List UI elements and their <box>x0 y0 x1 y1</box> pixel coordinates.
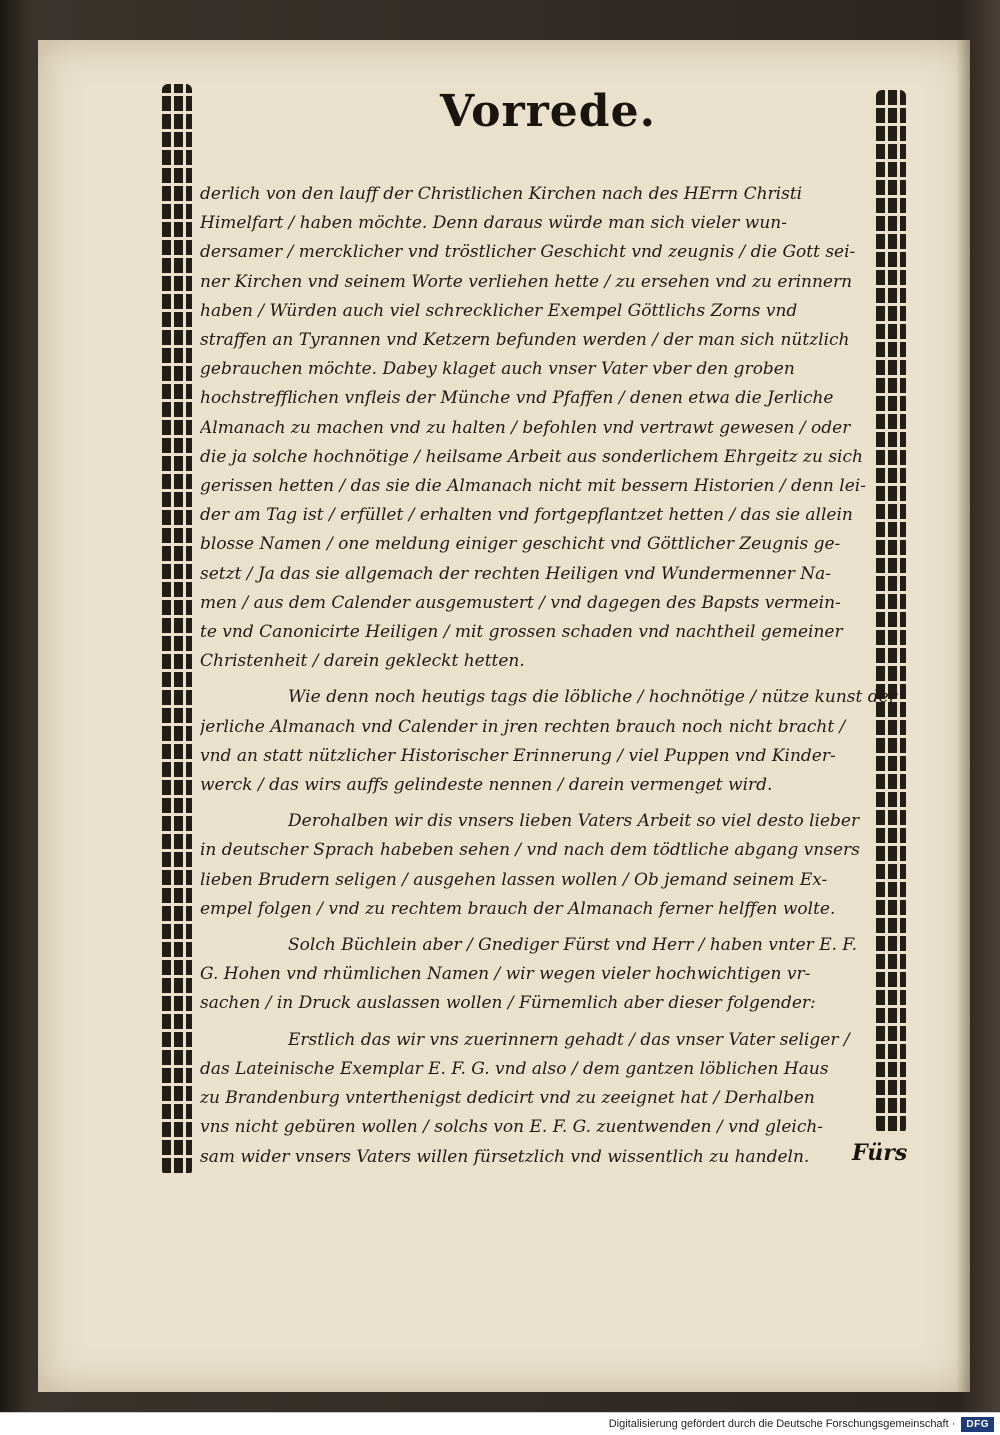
text-line: G. Hohen vnd rhümlichen Namen / wir wegen vieler hochwichtigen vr- <box>200 964 811 985</box>
ornamental-border-left <box>162 84 192 1176</box>
text-line: zu Brandenburg vnterthenigst dedicirt vnd zu zeeignet hat / Derhalben <box>200 1088 815 1109</box>
text-line: lieben Brudern seligen / ausgehen lassen wollen / Ob jemand seinem Ex- <box>200 869 828 890</box>
text-line: blosse Namen / one meldung einiger geschicht vnd Göttlicher Zeugnis ge- <box>200 534 841 555</box>
body-text <box>200 180 912 1179</box>
paragraph <box>200 683 912 800</box>
catchword: Fürs <box>852 1140 908 1166</box>
text-line: vnd an statt nützlicher Historischer Erinnerung / viel Puppen vnd Kinder- <box>200 745 836 766</box>
paragraph <box>200 180 912 676</box>
text-line: die ja solche hochnötige / heilsame Arbeit aus sonderlichem Ehrgeitz zu sich <box>200 446 863 467</box>
text-line: jerliche Almanach vnd Calender in jren rechten brauch noch nicht bracht / <box>200 716 846 737</box>
paragraph <box>200 931 912 1019</box>
text-line: dersamer / mercklicher vnd tröstlicher Geschicht vnd zeugnis / die Gott sei- <box>200 242 856 263</box>
dfg-logo: DFG <box>961 1417 994 1432</box>
paragraph <box>200 807 912 924</box>
text-line: gebrauchen möchte. Dabey klaget auch vnser Vater vber den groben <box>200 359 795 380</box>
text-line: der am Tag ist / erfüllet / erhalten vnd fortgepflantzet hetten / das sie allein <box>200 505 853 526</box>
text-line: Himelfart / haben möchte. Denn daraus würde man sich vieler wun- <box>200 213 787 234</box>
text-line: werck / das wirs auffs gelindeste nennen / darein vermenget wird. <box>200 775 773 796</box>
paragraph <box>200 1026 912 1172</box>
text-line: te vnd Canonicirte Heiligen / mit grossen schaden vnd nachtheil gemeiner <box>200 622 843 643</box>
text-line: men / aus dem Calender ausgemustert / vnd dagegen des Bapsts vermein- <box>200 592 841 613</box>
text-line: das Lateinische Exemplar E. F. G. vnd also / dem gantzen löblichen Haus <box>200 1058 829 1079</box>
text-line: Almanach zu machen vnd zu halten / befohlen vnd vertrawt gewesen / oder <box>200 417 851 438</box>
text-line: setzt / Ja das sie allgemach der rechten Heiligen vnd Wundermenner Na- <box>200 563 832 584</box>
text-line: Erstlich das wir vns zuerinnern gehadt / das vnser Vater seliger / <box>288 1029 850 1050</box>
text-line: Solch Büchlein aber / Gnediger Fürst vnd Herr / haben vnter E. F. <box>288 935 857 956</box>
page-heading: Vorrede. <box>440 86 656 137</box>
footer-bar <box>0 1412 1000 1435</box>
text-line: hochstrefflichen vnfleis der Münche vnd Pfaffen / denen etwa die Jerliche <box>200 388 834 409</box>
text-line: ner Kirchen vnd seinem Worte verliehen hette / zu ersehen vnd zu erinnern <box>200 271 853 292</box>
text-line: sam wider vnsers Vaters willen fürsetzlich vnd wissentlich zu handeln. <box>200 1146 810 1167</box>
funding-notice: Digitalisierung gefördert durch die Deutsche Forschungsgemeinschaft · <box>608 1418 956 1430</box>
text-line: sachen / in Druck auslassen wollen / Fürnemlich aber dieser folgender: <box>200 993 816 1014</box>
text-line: in deutscher Sprach habeben sehen / vnd nach dem tödtliche abgang vnsers <box>200 840 860 861</box>
text-line: Wie denn noch heutigs tags die löbliche / hochnötige / nütze kunst der <box>288 687 897 708</box>
text-line: Christenheit / darein gekleckt hetten. <box>200 651 525 672</box>
text-line: straffen an Tyrannen vnd Ketzern befunden werden / der man sich nützlich <box>200 330 850 351</box>
text-line: haben / Würden auch viel schrecklicher Exempel Göttlichs Zorns vnd <box>200 300 798 321</box>
text-line: empel folgen / vnd zu rechtem brauch der Almanach ferner helffen wolte. <box>200 898 836 919</box>
text-line: vns nicht gebüren wollen / solchs von E. F. G. zuentwenden / vnd gleich- <box>200 1117 824 1138</box>
text-line: derlich von den lauff der Christlichen Kirchen nach des HErrn Christi <box>200 184 803 204</box>
text-line: gerissen hetten / das sie die Almanach nicht mit bessern Historien / denn lei- <box>200 476 866 497</box>
text-line: Derohalben wir dis vnsers lieben Vaters Arbeit so viel desto lieber <box>288 811 860 832</box>
